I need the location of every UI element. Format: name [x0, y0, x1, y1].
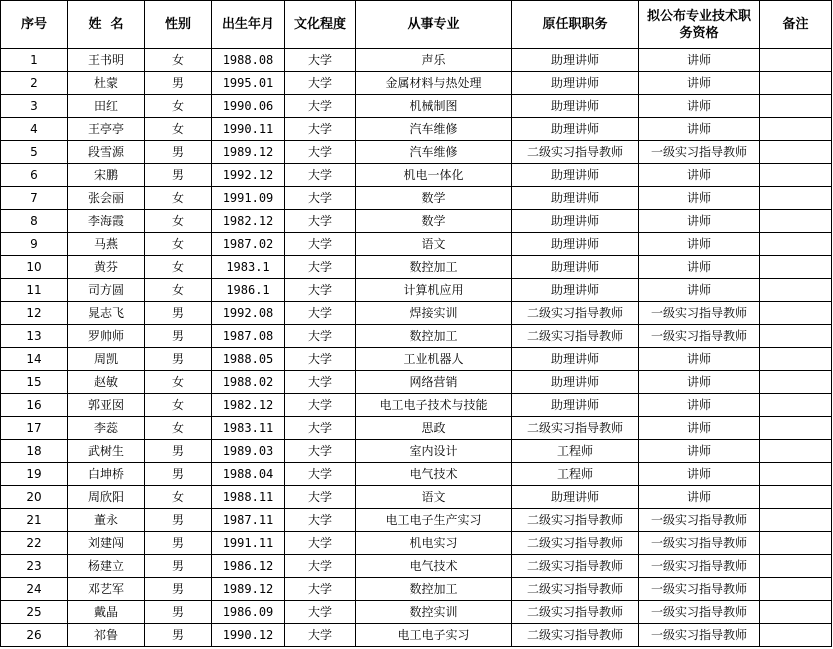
- cell-education: 大学: [285, 371, 356, 394]
- cell-name: 武树生: [68, 440, 145, 463]
- cell-education: 大学: [285, 118, 356, 141]
- cell-original-title: 二级实习指导教师: [512, 555, 639, 578]
- cell-gender: 女: [145, 118, 212, 141]
- cell-index: 10: [1, 256, 68, 279]
- cell-major: 语文: [356, 486, 512, 509]
- cell-original-title: 助理讲师: [512, 348, 639, 371]
- cell-major: 数学: [356, 187, 512, 210]
- cell-gender: 女: [145, 95, 212, 118]
- cell-proposed-qualification: 讲师: [639, 187, 760, 210]
- cell-education: 大学: [285, 578, 356, 601]
- cell-proposed-qualification: 一级实习指导教师: [639, 532, 760, 555]
- table-row: [1, 348, 832, 371]
- cell-education: 大学: [285, 256, 356, 279]
- cell-education: 大学: [285, 233, 356, 256]
- cell-remarks: [760, 348, 832, 371]
- cell-major: 电工电子生产实习: [356, 509, 512, 532]
- cell-education: 大学: [285, 49, 356, 72]
- cell-gender: 女: [145, 417, 212, 440]
- cell-birth: 1986.12: [212, 555, 285, 578]
- table-row: [1, 555, 832, 578]
- cell-proposed-qualification: 一级实习指导教师: [639, 578, 760, 601]
- cell-index: 14: [1, 348, 68, 371]
- cell-major: 电工电子技术与技能: [356, 394, 512, 417]
- cell-birth: 1986.1: [212, 279, 285, 302]
- cell-index: 25: [1, 601, 68, 624]
- cell-gender: 女: [145, 486, 212, 509]
- cell-original-title: 二级实习指导教师: [512, 601, 639, 624]
- cell-remarks: [760, 187, 832, 210]
- cell-gender: 男: [145, 532, 212, 555]
- cell-education: 大学: [285, 325, 356, 348]
- cell-proposed-qualification: 讲师: [639, 95, 760, 118]
- cell-education: 大学: [285, 210, 356, 233]
- cell-major: 室内设计: [356, 440, 512, 463]
- cell-original-title: 助理讲师: [512, 187, 639, 210]
- cell-original-title: 二级实习指导教师: [512, 141, 639, 164]
- cell-name: 杨建立: [68, 555, 145, 578]
- cell-original-title: 助理讲师: [512, 210, 639, 233]
- cell-gender: 女: [145, 49, 212, 72]
- cell-gender: 男: [145, 141, 212, 164]
- header-major: 从事专业: [356, 1, 512, 49]
- cell-remarks: [760, 279, 832, 302]
- cell-major: 电工电子实习: [356, 624, 512, 647]
- cell-index: 9: [1, 233, 68, 256]
- cell-education: 大学: [285, 555, 356, 578]
- cell-index: 11: [1, 279, 68, 302]
- cell-birth: 1990.06: [212, 95, 285, 118]
- cell-index: 21: [1, 509, 68, 532]
- cell-name: 周凯: [68, 348, 145, 371]
- cell-original-title: 工程师: [512, 463, 639, 486]
- cell-gender: 女: [145, 187, 212, 210]
- cell-index: 18: [1, 440, 68, 463]
- cell-original-title: 助理讲师: [512, 95, 639, 118]
- header-proposed-qualification: 拟公布专业技术职务资格: [639, 1, 760, 49]
- cell-remarks: [760, 486, 832, 509]
- cell-name: 董永: [68, 509, 145, 532]
- cell-education: 大学: [285, 463, 356, 486]
- cell-proposed-qualification: 讲师: [639, 371, 760, 394]
- cell-gender: 男: [145, 624, 212, 647]
- cell-education: 大学: [285, 486, 356, 509]
- cell-original-title: 助理讲师: [512, 371, 639, 394]
- cell-remarks: [760, 49, 832, 72]
- cell-original-title: 二级实习指导教师: [512, 509, 639, 532]
- cell-gender: 女: [145, 279, 212, 302]
- header-original-title: 原任职职务: [512, 1, 639, 49]
- cell-gender: 男: [145, 555, 212, 578]
- cell-birth: 1987.02: [212, 233, 285, 256]
- table-row: [1, 578, 832, 601]
- cell-remarks: [760, 601, 832, 624]
- cell-original-title: 二级实习指导教师: [512, 302, 639, 325]
- cell-major: 数学: [356, 210, 512, 233]
- table-row: [1, 141, 832, 164]
- cell-education: 大学: [285, 394, 356, 417]
- cell-proposed-qualification: 讲师: [639, 486, 760, 509]
- cell-proposed-qualification: 讲师: [639, 210, 760, 233]
- cell-remarks: [760, 210, 832, 233]
- cell-gender: 女: [145, 256, 212, 279]
- table-row: [1, 210, 832, 233]
- cell-major: 电气技术: [356, 555, 512, 578]
- cell-name: 司方圆: [68, 279, 145, 302]
- cell-remarks: [760, 302, 832, 325]
- cell-gender: 男: [145, 509, 212, 532]
- cell-original-title: 助理讲师: [512, 49, 639, 72]
- cell-gender: 男: [145, 164, 212, 187]
- cell-education: 大学: [285, 187, 356, 210]
- cell-original-title: 助理讲师: [512, 72, 639, 95]
- cell-major: 焊接实训: [356, 302, 512, 325]
- cell-name: 邓艺军: [68, 578, 145, 601]
- table-row: [1, 601, 832, 624]
- cell-original-title: 助理讲师: [512, 118, 639, 141]
- cell-original-title: 二级实习指导教师: [512, 325, 639, 348]
- table-row: [1, 325, 832, 348]
- cell-education: 大学: [285, 302, 356, 325]
- cell-education: 大学: [285, 348, 356, 371]
- cell-birth: 1982.12: [212, 210, 285, 233]
- header-name: 姓 名: [68, 1, 145, 49]
- table-row: [1, 509, 832, 532]
- cell-remarks: [760, 118, 832, 141]
- cell-proposed-qualification: 讲师: [639, 72, 760, 95]
- cell-proposed-qualification: 讲师: [639, 233, 760, 256]
- cell-education: 大学: [285, 624, 356, 647]
- cell-index: 24: [1, 578, 68, 601]
- cell-original-title: 工程师: [512, 440, 639, 463]
- cell-original-title: 二级实习指导教师: [512, 417, 639, 440]
- cell-major: 机电一体化: [356, 164, 512, 187]
- cell-index: 13: [1, 325, 68, 348]
- cell-gender: 男: [145, 325, 212, 348]
- cell-remarks: [760, 440, 832, 463]
- cell-proposed-qualification: 讲师: [639, 394, 760, 417]
- cell-remarks: [760, 394, 832, 417]
- header-remarks: 备注: [760, 1, 832, 49]
- cell-name: 王书明: [68, 49, 145, 72]
- cell-birth: 1990.11: [212, 118, 285, 141]
- cell-index: 12: [1, 302, 68, 325]
- cell-remarks: [760, 141, 832, 164]
- cell-name: 晁志飞: [68, 302, 145, 325]
- cell-birth: 1989.03: [212, 440, 285, 463]
- cell-education: 大学: [285, 164, 356, 187]
- cell-proposed-qualification: 一级实习指导教师: [639, 555, 760, 578]
- table-row: [1, 164, 832, 187]
- cell-index: 15: [1, 371, 68, 394]
- cell-major: 汽车维修: [356, 141, 512, 164]
- cell-proposed-qualification: 讲师: [639, 164, 760, 187]
- cell-proposed-qualification: 一级实习指导教师: [639, 601, 760, 624]
- table-row: [1, 233, 832, 256]
- table-header: [1, 1, 832, 49]
- cell-birth: 1987.11: [212, 509, 285, 532]
- cell-birth: 1989.12: [212, 578, 285, 601]
- cell-name: 马燕: [68, 233, 145, 256]
- cell-index: 17: [1, 417, 68, 440]
- cell-birth: 1987.08: [212, 325, 285, 348]
- table-row: [1, 624, 832, 647]
- cell-education: 大学: [285, 279, 356, 302]
- header-row: [1, 1, 832, 49]
- cell-index: 2: [1, 72, 68, 95]
- cell-original-title: 助理讲师: [512, 486, 639, 509]
- cell-original-title: 二级实习指导教师: [512, 624, 639, 647]
- cell-major: 汽车维修: [356, 118, 512, 141]
- cell-birth: 1982.12: [212, 394, 285, 417]
- cell-major: 数控实训: [356, 601, 512, 624]
- cell-remarks: [760, 325, 832, 348]
- cell-name: 周欣阳: [68, 486, 145, 509]
- cell-name: 田红: [68, 95, 145, 118]
- cell-major: 工业机器人: [356, 348, 512, 371]
- cell-birth: 1992.12: [212, 164, 285, 187]
- cell-birth: 1983.11: [212, 417, 285, 440]
- cell-original-title: 助理讲师: [512, 233, 639, 256]
- cell-remarks: [760, 417, 832, 440]
- cell-birth: 1995.01: [212, 72, 285, 95]
- cell-major: 机电实习: [356, 532, 512, 555]
- cell-name: 李海霞: [68, 210, 145, 233]
- cell-name: 王亭亭: [68, 118, 145, 141]
- cell-proposed-qualification: 讲师: [639, 49, 760, 72]
- cell-name: 罗帅师: [68, 325, 145, 348]
- cell-original-title: 二级实习指导教师: [512, 578, 639, 601]
- cell-index: 4: [1, 118, 68, 141]
- cell-education: 大学: [285, 601, 356, 624]
- cell-proposed-qualification: 讲师: [639, 463, 760, 486]
- cell-proposed-qualification: 一级实习指导教师: [639, 302, 760, 325]
- cell-name: 宋鹏: [68, 164, 145, 187]
- cell-index: 5: [1, 141, 68, 164]
- cell-remarks: [760, 555, 832, 578]
- cell-gender: 男: [145, 440, 212, 463]
- cell-remarks: [760, 256, 832, 279]
- cell-index: 23: [1, 555, 68, 578]
- table-row: [1, 486, 832, 509]
- cell-gender: 女: [145, 394, 212, 417]
- table-row: [1, 532, 832, 555]
- cell-original-title: 助理讲师: [512, 164, 639, 187]
- table-row: [1, 463, 832, 486]
- cell-name: 杜蒙: [68, 72, 145, 95]
- cell-birth: 1986.09: [212, 601, 285, 624]
- cell-remarks: [760, 532, 832, 555]
- cell-birth: 1988.08: [212, 49, 285, 72]
- table-row: [1, 187, 832, 210]
- cell-education: 大学: [285, 417, 356, 440]
- header-index: 序号: [1, 1, 68, 49]
- cell-proposed-qualification: 一级实习指导教师: [639, 624, 760, 647]
- cell-name: 刘建闯: [68, 532, 145, 555]
- cell-major: 网络营销: [356, 371, 512, 394]
- cell-gender: 男: [145, 72, 212, 95]
- cell-major: 声乐: [356, 49, 512, 72]
- cell-name: 白坤桥: [68, 463, 145, 486]
- cell-gender: 男: [145, 601, 212, 624]
- cell-index: 6: [1, 164, 68, 187]
- cell-major: 数控加工: [356, 325, 512, 348]
- table-row: [1, 118, 832, 141]
- cell-birth: 1991.11: [212, 532, 285, 555]
- cell-birth: 1988.04: [212, 463, 285, 486]
- cell-name: 段雪源: [68, 141, 145, 164]
- table-row: [1, 302, 832, 325]
- table-body: [1, 49, 832, 647]
- table-row: [1, 394, 832, 417]
- cell-remarks: [760, 72, 832, 95]
- cell-major: 数控加工: [356, 578, 512, 601]
- cell-name: 张会丽: [68, 187, 145, 210]
- cell-proposed-qualification: 讲师: [639, 440, 760, 463]
- header-gender: 性别: [145, 1, 212, 49]
- cell-remarks: [760, 95, 832, 118]
- table-row: [1, 440, 832, 463]
- cell-proposed-qualification: 一级实习指导教师: [639, 141, 760, 164]
- cell-original-title: 助理讲师: [512, 394, 639, 417]
- header-education: 文化程度: [285, 1, 356, 49]
- cell-proposed-qualification: 讲师: [639, 118, 760, 141]
- table-row: [1, 371, 832, 394]
- cell-birth: 1988.05: [212, 348, 285, 371]
- cell-major: 数控加工: [356, 256, 512, 279]
- cell-index: 8: [1, 210, 68, 233]
- cell-birth: 1988.11: [212, 486, 285, 509]
- cell-proposed-qualification: 讲师: [639, 417, 760, 440]
- cell-index: 20: [1, 486, 68, 509]
- cell-remarks: [760, 371, 832, 394]
- table-row: [1, 256, 832, 279]
- cell-birth: 1988.02: [212, 371, 285, 394]
- cell-index: 26: [1, 624, 68, 647]
- cell-major: 金属材料与热处理: [356, 72, 512, 95]
- cell-remarks: [760, 578, 832, 601]
- cell-major: 语文: [356, 233, 512, 256]
- cell-education: 大学: [285, 72, 356, 95]
- table-row: [1, 279, 832, 302]
- table-row: [1, 72, 832, 95]
- cell-proposed-qualification: 一级实习指导教师: [639, 325, 760, 348]
- cell-gender: 女: [145, 371, 212, 394]
- cell-original-title: 助理讲师: [512, 256, 639, 279]
- cell-name: 郭亚囡: [68, 394, 145, 417]
- cell-remarks: [760, 624, 832, 647]
- cell-major: 思政: [356, 417, 512, 440]
- cell-index: 22: [1, 532, 68, 555]
- cell-gender: 女: [145, 210, 212, 233]
- cell-proposed-qualification: 一级实习指导教师: [639, 509, 760, 532]
- cell-gender: 男: [145, 348, 212, 371]
- cell-remarks: [760, 233, 832, 256]
- cell-birth: 1990.12: [212, 624, 285, 647]
- header-birth: 出生年月: [212, 1, 285, 49]
- cell-name: 赵敏: [68, 371, 145, 394]
- cell-birth: 1989.12: [212, 141, 285, 164]
- cell-education: 大学: [285, 509, 356, 532]
- cell-major: 电气技术: [356, 463, 512, 486]
- cell-original-title: 二级实习指导教师: [512, 532, 639, 555]
- cell-remarks: [760, 463, 832, 486]
- cell-name: 祁鲁: [68, 624, 145, 647]
- cell-education: 大学: [285, 95, 356, 118]
- cell-gender: 男: [145, 578, 212, 601]
- table-row: [1, 95, 832, 118]
- cell-gender: 女: [145, 233, 212, 256]
- cell-index: 1: [1, 49, 68, 72]
- cell-birth: 1983.1: [212, 256, 285, 279]
- cell-gender: 男: [145, 302, 212, 325]
- cell-birth: 1992.08: [212, 302, 285, 325]
- cell-education: 大学: [285, 440, 356, 463]
- cell-major: 计算机应用: [356, 279, 512, 302]
- cell-name: 戴晶: [68, 601, 145, 624]
- cell-index: 16: [1, 394, 68, 417]
- cell-gender: 男: [145, 463, 212, 486]
- cell-name: 黄芬: [68, 256, 145, 279]
- cell-proposed-qualification: 讲师: [639, 279, 760, 302]
- cell-index: 3: [1, 95, 68, 118]
- cell-remarks: [760, 164, 832, 187]
- cell-remarks: [760, 509, 832, 532]
- cell-name: 李蕊: [68, 417, 145, 440]
- cell-birth: 1991.09: [212, 187, 285, 210]
- cell-education: 大学: [285, 532, 356, 555]
- cell-education: 大学: [285, 141, 356, 164]
- cell-proposed-qualification: 讲师: [639, 348, 760, 371]
- cell-index: 19: [1, 463, 68, 486]
- table-row: [1, 49, 832, 72]
- cell-major: 机械制图: [356, 95, 512, 118]
- cell-index: 7: [1, 187, 68, 210]
- table-row: [1, 417, 832, 440]
- cell-proposed-qualification: 讲师: [639, 256, 760, 279]
- cell-original-title: 助理讲师: [512, 279, 639, 302]
